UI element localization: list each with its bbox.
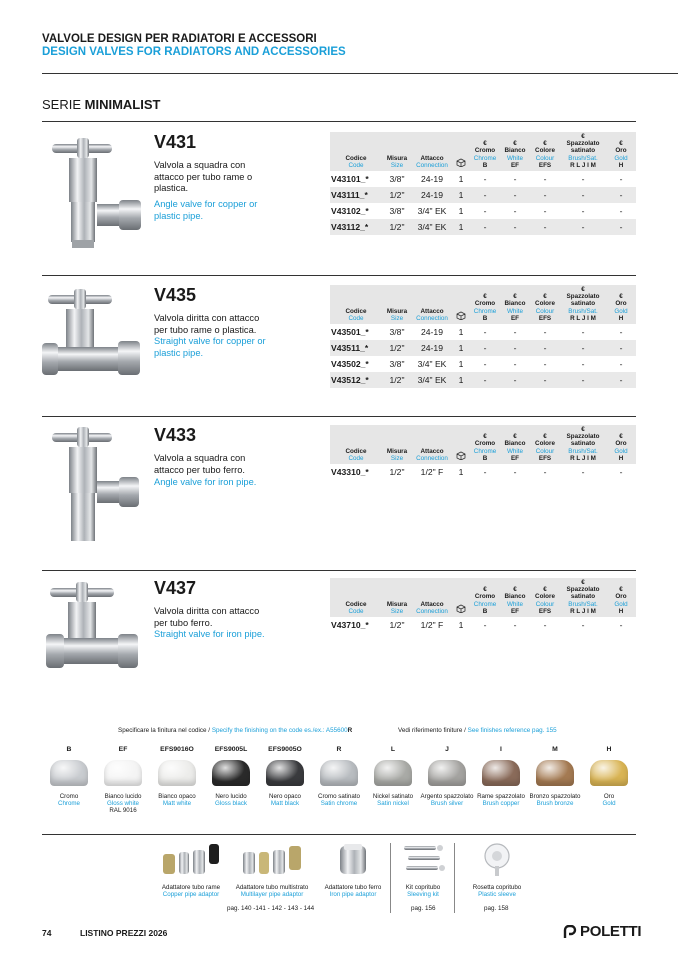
- cell-price-b: -: [483, 327, 487, 338]
- finish-code: EFS9016O: [160, 746, 194, 753]
- table-row: [330, 219, 636, 235]
- finish-name-it: Cromo satinato: [318, 793, 360, 800]
- product-code: V431: [154, 132, 197, 152]
- table-row: [330, 356, 636, 372]
- col-bianco: € Bianco White EF: [500, 425, 530, 464]
- price-list-label: LISTINO PREZZI 2026: [80, 928, 168, 938]
- cell-price-h: -: [606, 219, 636, 235]
- cell-size: 3/8": [389, 327, 405, 338]
- finish-name-en: Satin nickel: [377, 800, 409, 808]
- finish-swatch: [582, 746, 636, 807]
- finish-cap-icon: [212, 760, 250, 786]
- finish-name-en: Gloss white: [107, 800, 139, 808]
- col-colore: € Colore Colour EFS: [530, 285, 560, 324]
- table-header-row: [330, 285, 636, 324]
- cell-price-ef: -: [500, 372, 530, 388]
- product-desc-it: Valvola a squadra con attacco per tubo rame o plastica.: [154, 160, 253, 193]
- col-misura: Misura Size: [382, 578, 412, 617]
- product-section-v437: [42, 578, 636, 708]
- product-desc-en: Angle valve for iron pipe.: [154, 477, 257, 487]
- finish-name-en: Brush copper: [482, 800, 520, 808]
- col-package: [452, 578, 470, 617]
- col-cromo: € Cromo Chrome B: [470, 132, 500, 171]
- package-icon: [456, 451, 466, 460]
- serie-divider: [42, 121, 636, 122]
- angle-valve-image: [42, 132, 147, 262]
- cell-price-efs: -: [530, 219, 560, 235]
- col-oro: € Oro Gold H: [606, 425, 636, 464]
- copper-adaptor-icon: [161, 842, 221, 878]
- serie-name: MINIMALIST: [84, 97, 161, 112]
- cell-price-rljim: -: [581, 467, 585, 478]
- finish-code: EFS9005L: [214, 746, 248, 753]
- finish-code: EFS9005O: [268, 746, 302, 753]
- finish-swatches: [42, 746, 636, 832]
- cell-size: 1/2": [382, 372, 412, 388]
- cell-size: 1/2": [389, 620, 405, 631]
- iron-adaptor-icon: [336, 842, 370, 878]
- cell-connection: 1/2" F: [420, 620, 444, 631]
- product-section-v435: [42, 285, 636, 417]
- col-oro: € Oro Gold H: [606, 578, 636, 617]
- poletti-logo: [563, 923, 641, 940]
- accessory-label-it: Adattatore tubo ferro: [324, 884, 382, 891]
- cell-price-efs: -: [543, 467, 547, 478]
- cell-price-efs: -: [530, 340, 560, 356]
- finish-name-en: Satin chrome: [320, 800, 358, 808]
- col-package: [452, 285, 470, 324]
- finish-instructions-en: Specify the finishing on the code es./ex.: A55600: [211, 727, 348, 734]
- finish-cap-icon: [266, 760, 304, 786]
- col-oro: € Oro Gold H: [606, 132, 636, 171]
- cell-size: 1/2": [389, 467, 405, 478]
- cell-qty: 1: [458, 620, 464, 631]
- cell-connection: 24-19: [412, 187, 452, 203]
- cell-price-rljim: -: [581, 206, 585, 217]
- header-divider: [42, 73, 678, 74]
- col-attacco: Attacco Connection: [412, 132, 452, 171]
- cell-price-h: -: [606, 340, 636, 356]
- finish-name-it: Argento spazzolato: [420, 793, 474, 800]
- finish-instructions-it: Specificare la finitura nel codice /: [118, 727, 212, 734]
- table-row: [330, 464, 636, 480]
- cell-connection: 3/4" EK: [417, 206, 447, 217]
- rosetta-page-ref: pag. 158: [484, 905, 509, 912]
- cell-qty: 1: [452, 219, 470, 235]
- accessory-multilayer-adaptor: [230, 842, 314, 898]
- product-code: V437: [154, 578, 197, 598]
- cell-price-h: -: [619, 206, 623, 217]
- cell-code: V43102_*: [331, 206, 369, 217]
- table-row: [330, 617, 636, 633]
- finish-name-it: Rame spazzolato: [477, 793, 525, 800]
- sleeving-kit-icon: [400, 842, 446, 878]
- cell-price-rljim: -: [581, 174, 585, 185]
- finish-name-it: Bianco lucido: [104, 793, 142, 800]
- table-header-row: [330, 132, 636, 171]
- accessory-label-it: Adattatore tubo multistrato: [235, 884, 309, 891]
- cell-connection: 24-19: [421, 174, 443, 185]
- finish-name-en: Gold: [602, 800, 616, 808]
- col-spazzolato: € Spazzolato satinato Brush/Sat. R L J I M: [560, 132, 606, 171]
- col-bianco: € Bianco White EF: [500, 578, 530, 617]
- cell-price-ef: -: [513, 327, 517, 338]
- finish-code: I: [500, 746, 502, 753]
- cell-code: V43112_*: [330, 219, 382, 235]
- finish-cap-icon: [428, 760, 466, 786]
- table-row: [330, 340, 636, 356]
- finish-code: B: [66, 746, 72, 753]
- cell-qty: 1: [452, 340, 470, 356]
- accessory-separator: [390, 843, 391, 913]
- package-icon: [456, 158, 466, 167]
- cell-connection: 3/4" EK: [417, 359, 447, 370]
- cell-price-efs: -: [543, 327, 547, 338]
- accessory-iron-adaptor: [316, 842, 390, 898]
- col-codice: Codice Code: [330, 285, 382, 324]
- section-divider: [42, 275, 636, 276]
- accessory-sleeving-kit: [396, 842, 450, 898]
- header-title-en: DESIGN VALVES FOR RADIATORS AND ACCESSORIES: [42, 46, 346, 58]
- finish-swatch: [312, 746, 366, 807]
- adapters-page-ref: pag. 140 -141 - 142 - 143 - 144: [227, 905, 315, 912]
- cell-price-efs: -: [543, 359, 547, 370]
- cell-code: V43501_*: [331, 327, 369, 338]
- accessory-label-it: Kit copritubo: [405, 884, 441, 891]
- finish-name-en: Matt white: [162, 800, 192, 808]
- angle-valve-iron-image: [42, 425, 147, 555]
- col-colore: € Colore Colour EFS: [530, 425, 560, 464]
- section-divider: [42, 416, 636, 417]
- cell-price-efs: -: [543, 174, 547, 185]
- finish-name-it: Oro: [603, 793, 615, 800]
- col-bianco: € Bianco White EF: [500, 132, 530, 171]
- finish-name-en: Gloss black: [215, 800, 247, 808]
- product-desc-it: Valvola diritta con attacco per tubo rame o plastica.: [154, 313, 260, 335]
- cell-price-h: -: [619, 620, 623, 631]
- cell-qty: 1: [452, 372, 470, 388]
- finish-name-it: Nero lucido: [215, 793, 247, 800]
- col-spazzolato: € Spazzolato satinato Brush/Sat. R L J I M: [560, 425, 606, 464]
- poletti-logo-icon: [563, 925, 577, 939]
- cell-price-b: -: [483, 620, 487, 631]
- cell-price-rljim: -: [581, 327, 585, 338]
- cell-price-h: -: [619, 327, 623, 338]
- cell-size: 3/8": [389, 174, 405, 185]
- serie-title: [42, 97, 160, 112]
- product-section-v431: [42, 132, 636, 276]
- multilayer-adaptor-icon: [241, 842, 303, 878]
- accessory-label-it: Rosetta copritubo: [472, 884, 522, 891]
- cell-price-efs: -: [530, 187, 560, 203]
- cell-price-b: -: [483, 174, 487, 185]
- finish-name-it: Nickel satinato: [372, 793, 414, 800]
- cell-price-b: -: [483, 467, 487, 478]
- finish-name-en: Chrome: [57, 800, 80, 808]
- col-codice: Codice Code: [330, 578, 382, 617]
- accessory-label-en: Iron pipe adaptor: [329, 891, 377, 899]
- product-desc-en: Straight valve for iron pipe.: [154, 629, 265, 639]
- finish-code: EF: [118, 746, 128, 753]
- cell-price-ef: -: [500, 340, 530, 356]
- finish-name-en: Brush silver: [430, 800, 464, 808]
- cell-price-h: -: [619, 359, 623, 370]
- finish-cap-icon: [590, 760, 628, 786]
- finish-reference-it: Vedi riferimento finiture /: [398, 727, 468, 734]
- cell-size: 1/2": [382, 187, 412, 203]
- col-oro: € Oro Gold H: [606, 285, 636, 324]
- finish-name-it: Nero opaco: [269, 793, 301, 800]
- straight-valve-image: [42, 285, 147, 415]
- package-icon: [456, 604, 466, 613]
- cell-code: V43502_*: [331, 359, 369, 370]
- finish-code: R: [336, 746, 342, 753]
- cell-size: 1/2": [382, 340, 412, 356]
- price-table: [330, 578, 636, 633]
- cell-price-rljim: -: [560, 340, 606, 356]
- cell-price-efs: -: [543, 206, 547, 217]
- finish-cap-icon: [374, 760, 412, 786]
- cell-connection: 3/4" EK: [412, 372, 452, 388]
- finish-cap-icon: [104, 760, 142, 786]
- col-bianco: € Bianco White EF: [500, 285, 530, 324]
- cell-price-ef: -: [500, 219, 530, 235]
- serie-prefix: SERIE: [42, 97, 82, 112]
- cell-code: V43101_*: [331, 174, 369, 185]
- cell-qty: 1: [458, 206, 464, 217]
- cell-price-ef: -: [513, 467, 517, 478]
- cell-connection: 24-19: [421, 327, 443, 338]
- col-spazzolato: € Spazzolato satinato Brush/Sat. R L J I M: [560, 285, 606, 324]
- col-package: [452, 132, 470, 171]
- cell-code: V43511_*: [330, 340, 382, 356]
- product-desc-it: Valvola diritta con attacco per tubo ferro.: [154, 606, 260, 628]
- cell-size: 3/8": [389, 359, 405, 370]
- table-row: [330, 187, 636, 203]
- cell-price-h: -: [606, 372, 636, 388]
- accessory-label-it: Adattatore tubo rame: [161, 884, 221, 891]
- cell-code: V43710_*: [331, 620, 369, 631]
- cell-price-rljim: -: [560, 372, 606, 388]
- col-misura: Misura Size: [382, 425, 412, 464]
- cell-price-b: -: [470, 219, 500, 235]
- accessory-label-en: Plastic sleeve: [478, 891, 516, 899]
- finish-name-en: Matt black: [270, 800, 300, 808]
- cell-price-b: -: [470, 187, 500, 203]
- table-row: [330, 171, 636, 187]
- package-icon: [456, 311, 466, 320]
- col-attacco: Attacco Connection: [412, 578, 452, 617]
- finish-divider: [42, 834, 636, 835]
- product-desc-it: Valvola a squadra con attacco per tubo ferro.: [154, 453, 246, 475]
- finish-swatch: [96, 746, 150, 815]
- col-attacco: Attacco Connection: [412, 425, 452, 464]
- finish-code: H: [606, 746, 612, 753]
- brand-name: POLETTI: [580, 923, 642, 940]
- price-table: [330, 425, 636, 480]
- cell-price-rljim: -: [581, 359, 585, 370]
- col-cromo: € Cromo Chrome B: [470, 285, 500, 324]
- finish-name-it: Bianco opaco: [158, 793, 196, 800]
- finish-swatch: [366, 746, 420, 807]
- accessory-label-en: Multilayer pipe adaptor: [240, 891, 304, 899]
- finish-code: M: [552, 746, 558, 753]
- accessory-plastic-sleeve: [462, 842, 532, 898]
- finish-instructions: [118, 727, 352, 734]
- finish-cap-icon: [50, 760, 88, 786]
- accessory-copper-adaptor: [150, 842, 232, 898]
- finish-cap-icon: [482, 760, 520, 786]
- cell-price-b: -: [470, 372, 500, 388]
- table-row: [330, 203, 636, 219]
- cell-price-b: -: [470, 340, 500, 356]
- product-section-v433: [42, 425, 636, 571]
- cell-price-efs: -: [530, 372, 560, 388]
- table-header-row: [330, 425, 636, 464]
- product-code: V435: [154, 285, 197, 305]
- accessory-label-en: Sleeving kit: [407, 891, 439, 899]
- header-title-it: VALVOLE DESIGN PER RADIATORI E ACCESSORI: [42, 33, 317, 45]
- section-divider: [42, 570, 636, 571]
- col-colore: € Colore Colour EFS: [530, 578, 560, 617]
- cell-price-h: -: [619, 174, 623, 185]
- cell-qty: 1: [458, 174, 464, 185]
- col-codice: Codice Code: [330, 132, 382, 171]
- cell-price-ef: -: [500, 187, 530, 203]
- table-row: [330, 372, 636, 388]
- col-cromo: € Cromo Chrome B: [470, 425, 500, 464]
- col-codice: Codice Code: [330, 425, 382, 464]
- product-desc-en: Straight valve for copper or plastic pipe.: [154, 336, 266, 358]
- finish-swatch: [528, 746, 582, 807]
- finish-swatch: [474, 746, 528, 807]
- product-desc-en: Angle valve for copper or plastic pipe.: [154, 199, 258, 221]
- table-header-row: [330, 578, 636, 617]
- cell-code: V43512_*: [330, 372, 382, 388]
- finish-reference-en: See finishes reference pag. 155: [467, 727, 557, 734]
- straight-valve-iron-image: [42, 578, 147, 708]
- cell-connection: 3/4" EK: [412, 219, 452, 235]
- finish-cap-icon: [320, 760, 358, 786]
- cell-price-ef: -: [513, 620, 517, 631]
- col-attacco: Attacco Connection: [412, 285, 452, 324]
- cell-price-ef: -: [513, 359, 517, 370]
- cell-size: 3/8": [389, 206, 405, 217]
- col-misura: Misura Size: [382, 285, 412, 324]
- cell-price-h: -: [619, 467, 623, 478]
- finish-name-it: Bronzo spazzolato: [529, 793, 581, 800]
- cell-qty: 1: [452, 187, 470, 203]
- cell-connection: 24-19: [412, 340, 452, 356]
- cell-connection: 1/2" F: [420, 467, 444, 478]
- kit-page-ref: pag. 156: [411, 905, 436, 912]
- cell-price-rljim: -: [560, 187, 606, 203]
- accessory-label-en: Copper pipe adaptor: [162, 891, 220, 899]
- col-spazzolato: € Spazzolato satinato Brush/Sat. R L J I M: [560, 578, 606, 617]
- accessory-separator: [454, 843, 455, 913]
- cell-code: V43111_*: [330, 187, 382, 203]
- finish-swatch: [204, 746, 258, 807]
- cell-size: 1/2": [382, 219, 412, 235]
- finish-example-suffix: R: [347, 727, 353, 734]
- cell-price-b: -: [483, 359, 487, 370]
- col-cromo: € Cromo Chrome B: [470, 578, 500, 617]
- cell-price-efs: -: [543, 620, 547, 631]
- col-colore: € Colore Colour EFS: [530, 132, 560, 171]
- col-package: [452, 425, 470, 464]
- finish-cap-icon: [536, 760, 574, 786]
- cell-code: V43310_*: [331, 467, 369, 478]
- cell-price-rljim: -: [581, 620, 585, 631]
- price-table: [330, 132, 636, 235]
- cell-price-h: -: [606, 187, 636, 203]
- plastic-sleeve-icon: [480, 842, 514, 878]
- col-misura: Misura Size: [382, 132, 412, 171]
- finish-swatch: [258, 746, 312, 807]
- cell-price-rljim: -: [560, 219, 606, 235]
- cell-price-ef: -: [513, 206, 517, 217]
- cell-qty: 1: [458, 327, 464, 338]
- finish-swatch: [42, 746, 96, 807]
- page-number: 74: [42, 928, 52, 938]
- cell-qty: 1: [458, 467, 464, 478]
- finish-name-en: Brush bronze: [536, 800, 574, 808]
- table-row: [330, 324, 636, 340]
- finish-swatch: [420, 746, 474, 807]
- finish-cap-icon: [158, 760, 196, 786]
- finish-name-it: Cromo: [59, 793, 79, 800]
- product-code: V433: [154, 425, 197, 445]
- price-table: [330, 285, 636, 388]
- finish-swatch: [150, 746, 204, 807]
- cell-qty: 1: [458, 359, 464, 370]
- finish-reference: [398, 727, 557, 734]
- cell-price-b: -: [483, 206, 487, 217]
- finish-code: L: [390, 746, 396, 753]
- finish-ral: RAL 9016: [109, 807, 137, 815]
- finish-code: J: [445, 746, 449, 753]
- cell-price-ef: -: [513, 174, 517, 185]
